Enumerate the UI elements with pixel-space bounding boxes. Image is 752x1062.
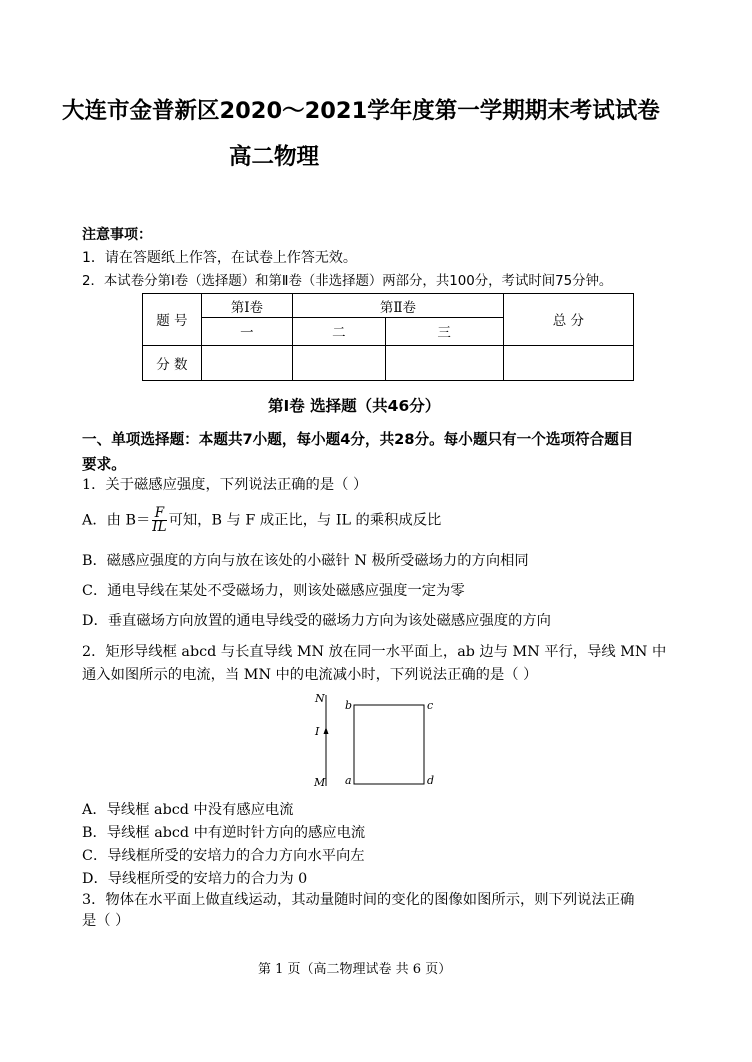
section-title: 第Ⅰ卷 选择题（共46分） — [268, 397, 441, 415]
q1-option-c: C．通电导线在某处不受磁场力，则该处磁感应强度一定为零 — [82, 583, 465, 599]
q2-figure — [300, 690, 450, 790]
section-instruction: 一、单项选择题：本题共7小题，每小题4分，共28分。每小题只有一个选项符合题目 — [82, 431, 634, 448]
q2-option-c: C．导线框所受的安培力的合力方向水平向左 — [82, 848, 365, 864]
score-table-col3: 三 — [385, 318, 503, 345]
q1-option-d: D．垂直磁场方向放置的通电导线受的磁场力方向为该处磁感应强度的方向 — [82, 613, 551, 629]
score-cell — [293, 345, 385, 380]
section-instruction-cont: 要求。 — [82, 456, 126, 473]
score-table-col2: 二 — [293, 318, 385, 345]
fraction-numerator: F — [152, 507, 166, 521]
exam-subtitle: 高二物理 — [229, 144, 320, 170]
label-b: b — [345, 699, 353, 712]
notes-heading: 注意事项： — [82, 227, 152, 243]
q1-option-a-fraction — [152, 507, 166, 534]
score-cell — [201, 345, 292, 380]
label-a: a — [345, 774, 352, 787]
q3-stem-line2: 是（ ） — [82, 913, 130, 929]
label-c: c — [427, 699, 434, 712]
exam-title: 大连市金普新区2020～2021学年度第一学期期末考试试卷 — [62, 98, 660, 124]
score-table-part2: 第Ⅱ卷 — [293, 294, 504, 318]
label-i: I — [315, 725, 320, 738]
score-table-score-label: 分 数 — [143, 345, 202, 380]
q2-stem-line2: 通入如图所示的电流，当 MN 中的电流减小时，下列说法正确的是（ ） — [82, 667, 538, 683]
q3-stem-line1: 3．物体在水平面上做直线运动，其动量随时间的变化的图像如图所示，则下列说法正确 — [82, 892, 635, 908]
score-table-row-label: 题 号 — [143, 294, 202, 346]
rectangular-frame — [354, 705, 424, 784]
score-table-total: 总 分 — [503, 294, 633, 346]
score-table-part1: 第Ⅰ卷 — [201, 294, 292, 318]
current-arrow-icon — [324, 727, 329, 734]
q2-option-d: D．导线框所受的安培力的合力为 0 — [82, 871, 308, 887]
label-m: M — [314, 776, 326, 789]
q1-option-a — [82, 507, 441, 534]
page-footer: 第 1 页（高二物理试卷 共 6 页） — [258, 962, 452, 977]
q1-option-b: B．磁感应强度的方向与放在该处的小磁针 N 极所受磁场力的方向相同 — [82, 553, 529, 569]
q1-option-a-prefix: A．由 B＝ — [82, 512, 151, 529]
q2-stem-line1: 2．矩形导线框 abcd 与长直导线 MN 放在同一水平面上，ab 边与 MN 平行，导线 MN 中 — [82, 644, 667, 660]
label-n: N — [315, 692, 325, 705]
q1-stem: 1．关于磁感应强度，下列说法正确的是（ ） — [82, 477, 368, 493]
q2-option-b: B．导线框 abcd 中有逆时针方向的感应电流 — [82, 825, 366, 841]
score-table-col1: 一 — [201, 318, 292, 345]
q2-option-a: A．导线框 abcd 中没有感应电流 — [82, 802, 294, 818]
label-d: d — [427, 774, 435, 787]
notes-item-2: 2．本试卷分第Ⅰ卷（选择题）和第Ⅱ卷（非选择题）两部分，共100分，考试时间75分钟。 — [82, 274, 613, 289]
notes-item-1: 1．请在答题纸上作答，在试卷上作答无效。 — [82, 250, 357, 266]
fraction-denominator: IL — [152, 519, 167, 535]
score-cell — [503, 345, 633, 380]
score-cell — [385, 345, 503, 380]
score-table — [142, 293, 634, 381]
q1-option-a-suffix: 可知，B 与 F 成正比，与 IL 的乘积成反比 — [168, 512, 442, 529]
